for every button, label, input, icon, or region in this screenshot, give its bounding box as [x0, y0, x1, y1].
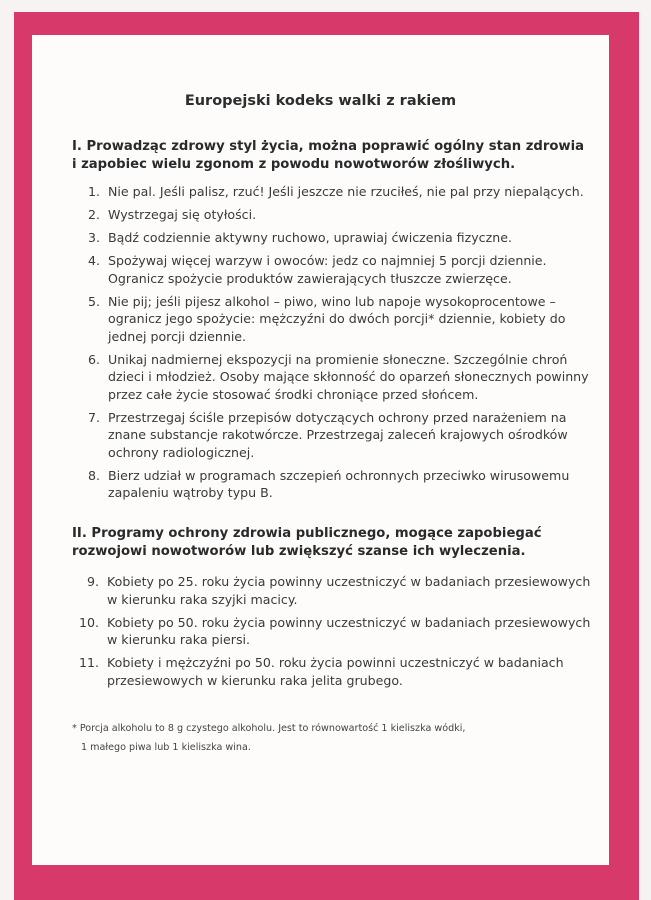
list-item — [72, 614, 592, 649]
footnote — [72, 719, 552, 757]
footnote-line-1: * Porcja alkoholu to 8 g czystego alkoholu. Jest to równowartość 1 kieliszka wódki, — [72, 723, 466, 734]
item-text: Kobiety i mężczyźni po 50. roku życia powinni uczestniczyć w badaniach przesiewowych w kierunku raka jelita grubego. — [107, 655, 564, 688]
item-number: 4. — [87, 253, 100, 268]
document-title: Europejski kodeks walki z rakiem — [184, 93, 457, 109]
item-text: Bądź codziennie aktywny ruchowo, uprawiaj ćwiczenia fizyczne. — [108, 230, 512, 245]
list-item — [72, 351, 592, 404]
item-text: Spożywaj więcej warzyw i owoców: jedz co najmniej 5 porcji dziennie. Ogranicz spożycie produktów zawierających tłuszcze zwierzęce. — [108, 253, 547, 286]
item-number: 8. — [87, 467, 100, 483]
item-text: Bierz udział w programach szczepień ochronnych przeciwko wirusowemu zapaleniu wątroby typu B. — [108, 467, 570, 500]
item-number: 3. — [87, 230, 100, 245]
item-number: 11. — [78, 655, 99, 670]
item-text: Nie pal. Jeśli palisz, rzuć! Jeśli jeszcze nie rzuciłeś, nie pal przy niepalących. — [108, 184, 584, 199]
list-item — [72, 183, 592, 201]
item-number: 5. — [87, 293, 100, 309]
item-number: 10. — [78, 614, 99, 630]
item-number: 1. — [87, 184, 100, 199]
document-sheet — [32, 35, 609, 865]
item-number: 6. — [87, 351, 100, 367]
item-text: Wystrzegaj się otyłości. — [108, 207, 257, 222]
list-item — [72, 654, 592, 689]
item-text: Kobiety po 25. roku życia powinny uczestniczyć w badaniach przesiewowych w kierunku raka szyjki macicy. — [107, 574, 591, 607]
list-item — [72, 229, 592, 247]
item-number: 9. — [86, 574, 99, 589]
section-1-heading: I. Prowadząc zdrowy styl życia, można poprawić ogólny stan zdrowia i zapobiec wielu zgonom z powodu nowotworów złośliwych. — [72, 139, 585, 172]
list-item — [72, 252, 592, 287]
item-text: Nie pij; jeśli pijesz alkohol – piwo, wino lub napoje wysokoprocentowe – ogranicz jego spożycie: mężczyźni do dwóch porcji* dziennie, kobiety do jednej porcji dziennie. — [108, 293, 566, 344]
section-1-list — [72, 183, 592, 507]
list-item — [72, 467, 592, 502]
list-item — [72, 409, 592, 462]
section-2-list — [72, 573, 592, 695]
item-text: Kobiety po 50. roku życia powinny uczestniczyć w badaniach przesiewowych w kierunku raka piersi. — [107, 614, 591, 647]
item-number: 7. — [87, 409, 100, 425]
footnote-line-2: 1 małego piwa lub 1 kieliszka wina. — [81, 742, 251, 753]
list-item — [72, 573, 592, 608]
item-text: Unikaj nadmiernej ekspozycji na promienie słoneczne. Szczególnie chroń dzieci i młodzież. Osoby mające skłonność do oparzeń słonecznych powinny przez całe życie stosować środki chroniące przed słońcem. — [108, 351, 589, 402]
list-item — [72, 293, 592, 346]
item-number: 2. — [87, 207, 100, 222]
item-text: Przestrzegaj ściśle przepisów dotyczących ochrony przed narażeniem na znane substancje rakotwórcze. Przestrzegaj zaleceń krajowych ośrodków ochrony radiologicznej. — [108, 409, 568, 460]
section-2-heading: II. Programy ochrony zdrowia publicznego, mogące zapobiegać rozwojowi nowotworów lub zwiększyć szanse ich wyleczenia. — [72, 526, 542, 559]
list-item — [72, 206, 592, 224]
